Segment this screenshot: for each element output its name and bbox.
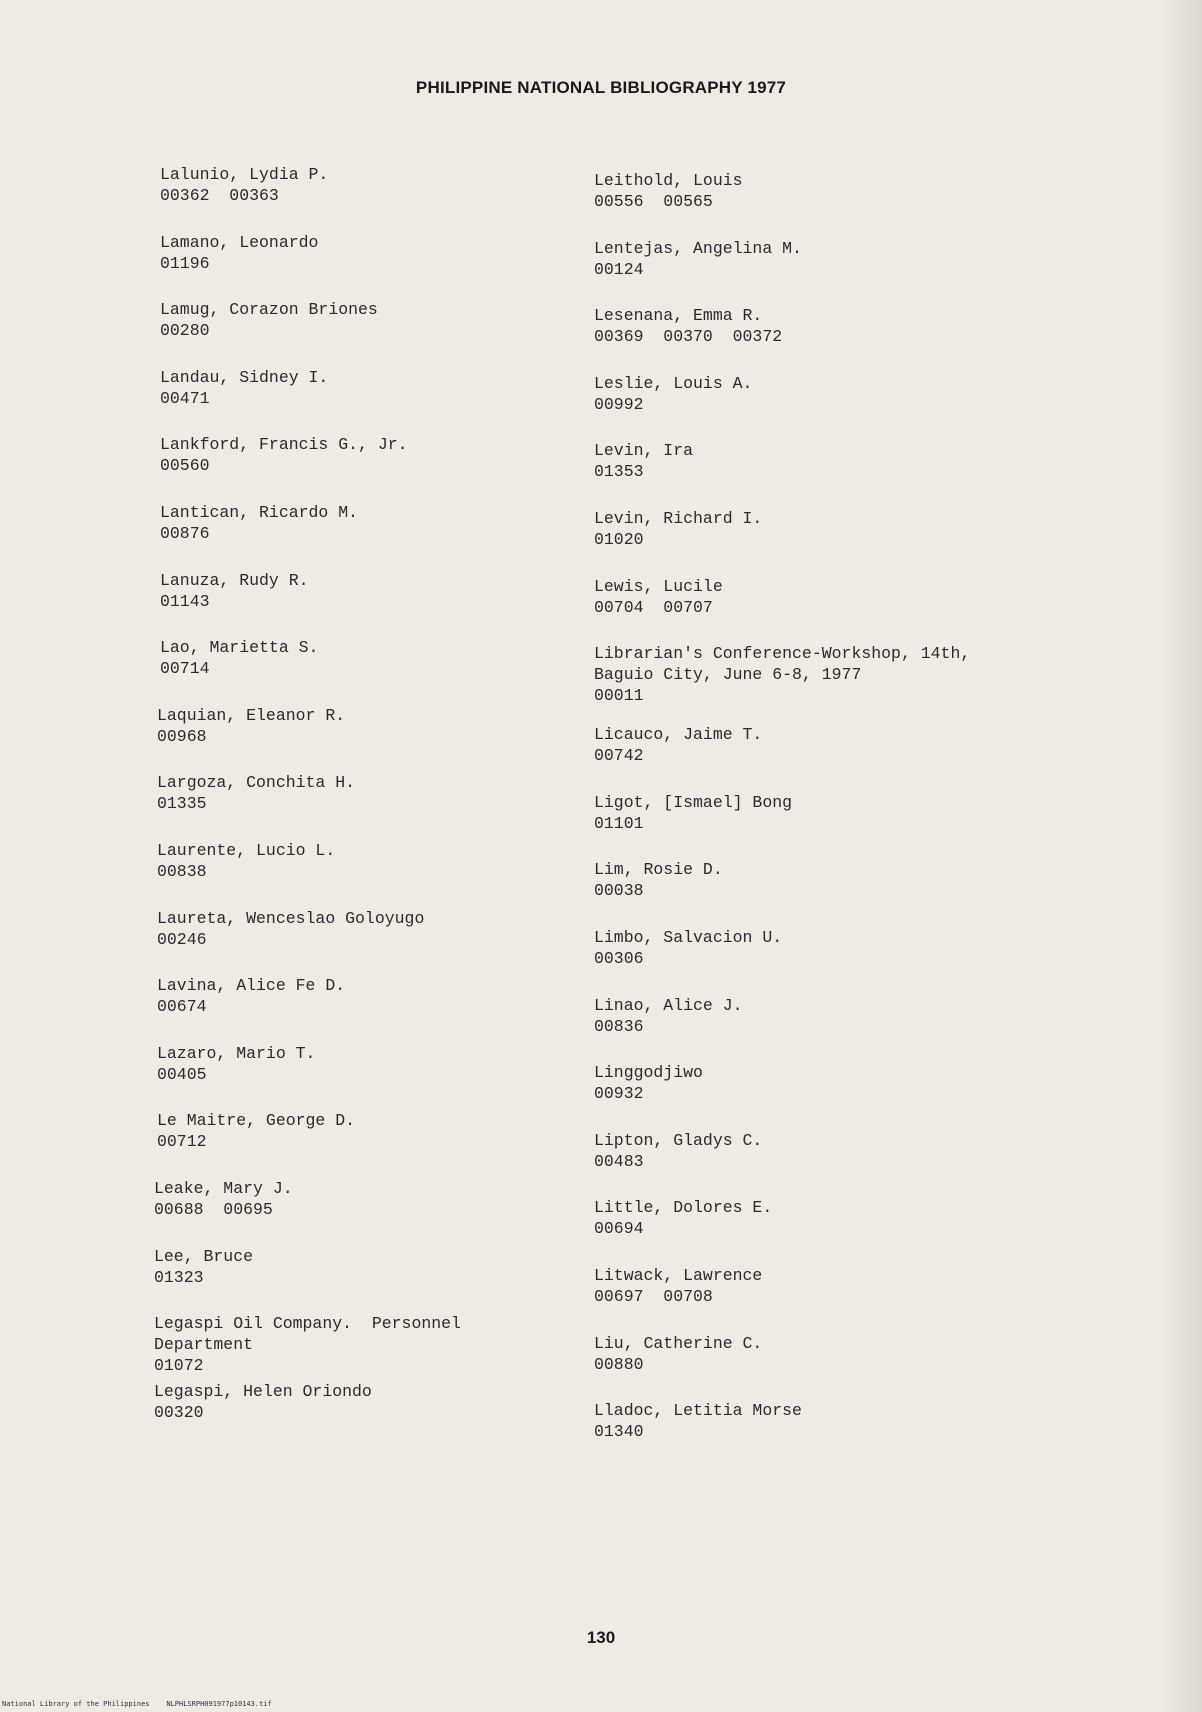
entry-name: Legaspi Oil Company. Personnel	[154, 1314, 461, 1334]
entry-name: Lalunio, Lydia P.	[160, 165, 329, 184]
index-entry	[594, 1400, 1054, 1468]
entry-record-numbers: 00674	[157, 997, 207, 1017]
index-entry	[160, 637, 620, 705]
entry-record-numbers: 00876	[160, 523, 210, 543]
entry-name: Lim, Rosie D.	[594, 860, 723, 880]
index-entry	[594, 724, 1054, 792]
entry-name: Laquian, Eleanor R.	[157, 705, 346, 725]
entry-record-numbers: 00405	[157, 1064, 207, 1084]
entry-record-numbers: 00320	[154, 1402, 204, 1422]
index-entry	[594, 238, 1054, 306]
entry-name: Landau, Sidney I.	[160, 367, 329, 387]
entry-record-numbers: 00704 00707	[594, 597, 713, 617]
entry-record-numbers: 01323	[154, 1267, 204, 1287]
entry-name: Levin, Richard I.	[594, 508, 763, 528]
entry-name-continued: Department	[154, 1335, 254, 1355]
page-edge-shadow	[1162, 0, 1202, 1712]
entry-record-numbers: 01353	[594, 462, 644, 482]
entry-name: Lipton, Gladys C.	[594, 1130, 763, 1150]
index-entry	[594, 643, 1054, 724]
entry-name: Lamano, Leonardo	[160, 232, 319, 252]
entry-name: Lao, Marietta S.	[160, 638, 319, 658]
left-column	[154, 164, 620, 1448]
entry-name: Librarian's Conference-Workshop, 14th,	[594, 644, 971, 664]
entry-record-numbers: 00362 00363	[160, 186, 279, 205]
entry-record-numbers: 01335	[157, 794, 207, 814]
entry-record-numbers: 00280	[160, 321, 210, 341]
entry-record-numbers: 00246	[157, 929, 207, 949]
index-entry	[157, 1110, 620, 1178]
entry-name: Litwack, Lawrence	[594, 1265, 763, 1285]
entry-name: Licauco, Jaime T.	[594, 725, 763, 745]
entry-record-numbers: 00694	[594, 1219, 644, 1239]
entry-record-numbers: 00306	[594, 948, 644, 968]
scan-credit: National Library of the Philippines NLPHLSRPH091977p10143.tif	[2, 1700, 272, 1708]
entry-record-numbers: 00560	[160, 456, 210, 476]
entry-record-numbers: 00968	[157, 726, 207, 746]
index-entry	[594, 859, 1054, 927]
entry-name: Leithold, Louis	[594, 171, 743, 190]
entry-name: Linao, Alice J.	[594, 995, 743, 1015]
index-entry	[157, 705, 620, 773]
entry-record-numbers: 01143	[160, 591, 210, 611]
index-entry	[154, 1313, 620, 1381]
entry-name: Lantican, Ricardo M.	[160, 502, 359, 522]
index-entry	[594, 1062, 1054, 1130]
index-entry	[154, 1178, 620, 1246]
entry-record-numbers: 00714	[160, 659, 210, 679]
entry-record-numbers: 01072	[154, 1356, 204, 1376]
entry-name: Le Maitre, George D.	[157, 1111, 356, 1131]
entry-name: Legaspi, Helen Oriondo	[154, 1381, 372, 1401]
entry-name-continued: Baguio City, June 6-8, 1977	[594, 665, 862, 685]
entry-record-numbers: 00038	[594, 881, 644, 901]
entry-name: Lanuza, Rudy R.	[160, 570, 309, 590]
index-entry	[594, 440, 1054, 508]
entry-record-numbers: 00712	[157, 1132, 207, 1152]
entry-record-numbers: 01196	[160, 253, 210, 273]
index-entry	[160, 232, 620, 300]
entry-record-numbers: 00742	[594, 746, 644, 766]
index-entry	[160, 502, 620, 570]
entry-name: Lavina, Alice Fe D.	[157, 976, 346, 996]
entry-name: Levin, Ira	[594, 441, 694, 461]
index-entry	[594, 576, 1054, 644]
index-entry	[594, 792, 1054, 860]
entry-record-numbers: 00369 00370 00372	[594, 327, 783, 347]
entry-name: Leake, Mary J.	[154, 1178, 293, 1198]
entry-record-numbers: 00932	[594, 1084, 644, 1104]
index-entry	[594, 305, 1054, 373]
page-title: PHILIPPINE NATIONAL BIBLIOGRAPHY 1977	[415, 78, 787, 97]
entry-record-numbers: 00124	[594, 259, 644, 279]
entry-record-numbers: 01340	[594, 1422, 644, 1442]
index-entry	[160, 299, 620, 367]
index-entry	[594, 1130, 1054, 1198]
entry-record-numbers: 00697 00708	[594, 1286, 713, 1306]
entry-name: Largoza, Conchita H.	[157, 773, 356, 793]
entry-record-numbers: 00838	[157, 861, 207, 881]
index-entry	[154, 1381, 620, 1449]
entry-name: Laurente, Lucio L.	[157, 840, 336, 860]
index-entry	[160, 367, 620, 435]
entry-record-numbers: 00688 00695	[154, 1199, 273, 1219]
entry-record-numbers: 00483	[594, 1151, 644, 1171]
index-entry	[160, 164, 620, 232]
index-entry	[157, 840, 620, 908]
index-entry	[160, 434, 620, 502]
entry-record-numbers: 01020	[594, 529, 644, 549]
entry-record-numbers: 00880	[594, 1354, 644, 1374]
entry-name: Lesenana, Emma R.	[594, 306, 763, 326]
entry-name: Linggodjiwo	[594, 1063, 703, 1083]
page-number: 130	[586, 1628, 616, 1647]
index-entry	[157, 1043, 620, 1111]
entry-record-numbers: 00471	[160, 388, 210, 408]
index-entry	[594, 1197, 1054, 1265]
entry-name: Lee, Bruce	[154, 1246, 254, 1266]
entry-name: Lazaro, Mario T.	[157, 1043, 316, 1063]
entry-name: Limbo, Salvacion U.	[594, 927, 783, 947]
entry-record-numbers: 00556 00565	[594, 192, 713, 211]
index-entry	[160, 570, 620, 638]
entry-name: Lentejas, Angelina M.	[594, 238, 802, 258]
entry-name: Lladoc, Letitia Morse	[594, 1401, 802, 1421]
index-entry	[594, 508, 1054, 576]
index-entry	[154, 1246, 620, 1314]
index-entry	[594, 373, 1054, 441]
index-entry	[594, 927, 1054, 995]
entry-name: Ligot, [Ismael] Bong	[594, 792, 793, 812]
right-column	[594, 170, 1054, 1468]
entry-name: Laureta, Wenceslao Goloyugo	[157, 908, 425, 928]
index-entry	[157, 908, 620, 976]
entry-name: Lamug, Corazon Briones	[160, 300, 378, 320]
index-entry	[594, 170, 1054, 238]
index-entry	[594, 1265, 1054, 1333]
index-entry	[594, 1333, 1054, 1401]
index-entry	[594, 995, 1054, 1063]
entry-name: Liu, Catherine C.	[594, 1333, 763, 1353]
entry-name: Little, Dolores E.	[594, 1198, 773, 1218]
index-entry	[157, 772, 620, 840]
entry-name: Leslie, Louis A.	[594, 373, 753, 393]
entry-record-numbers: 00011	[594, 686, 644, 706]
entry-record-numbers: 00836	[594, 1016, 644, 1036]
entry-name: Lewis, Lucile	[594, 576, 723, 596]
entry-record-numbers: 01101	[594, 813, 644, 833]
entry-record-numbers: 00992	[594, 394, 644, 414]
entry-name: Lankford, Francis G., Jr.	[160, 435, 408, 455]
index-entry	[157, 975, 620, 1043]
